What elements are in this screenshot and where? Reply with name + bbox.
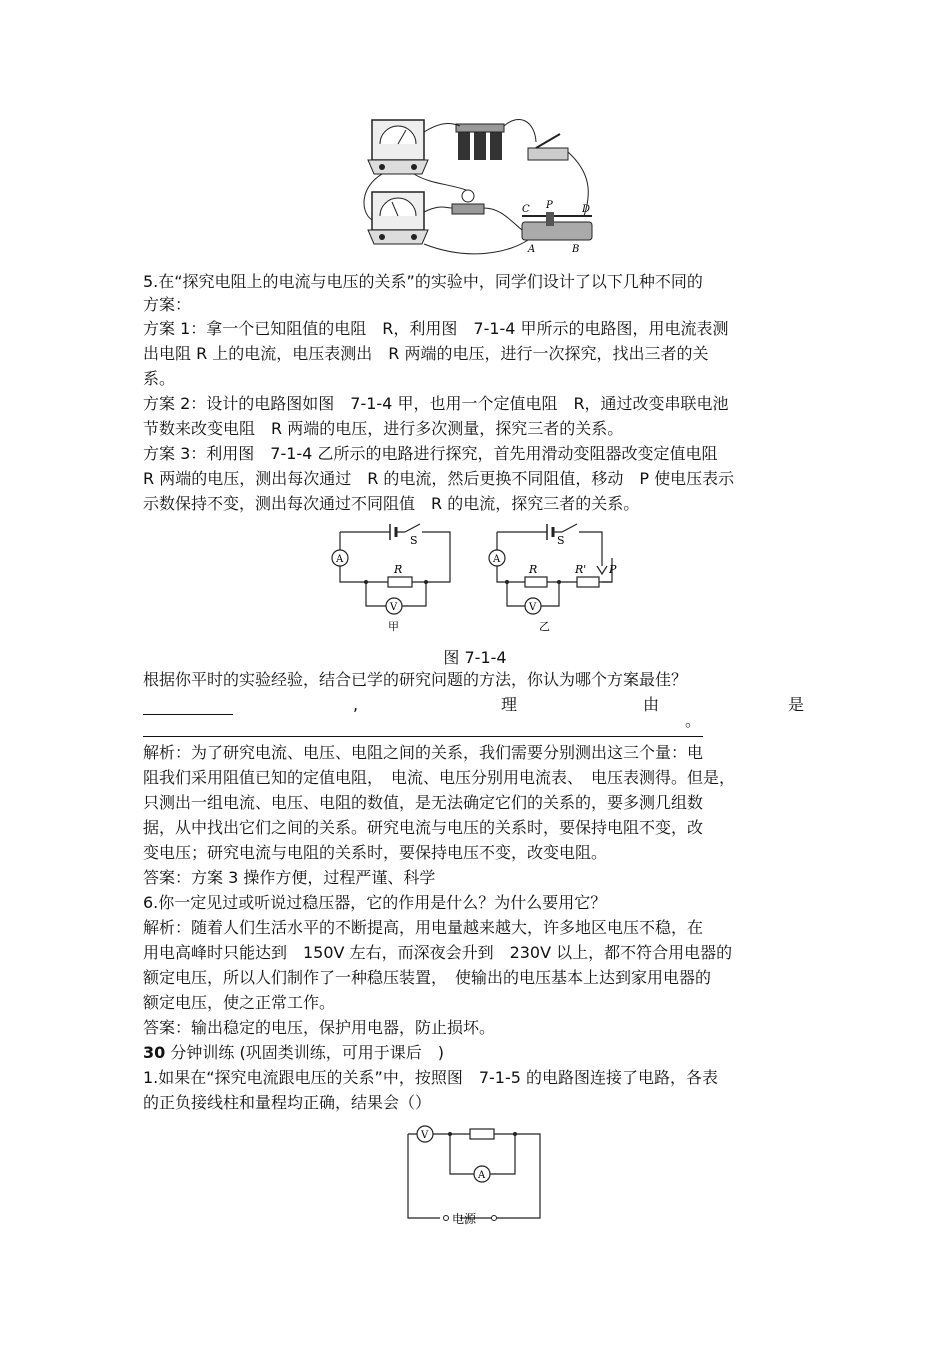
q5-question: 根据你平时的实验经验，结合已学的研究问题的方法，你认为哪个方案最佳？: [143, 670, 688, 689]
rheostat-label-rprime: R': [575, 563, 587, 576]
q5-line-10: 示数保持不变，测出每次通过不同阻值 R 的电流，探究三者的关系。: [143, 494, 640, 513]
q5-line-9: R 两端的电压，测出每次通过 R 的电流，然后更换不同阻值，移动 P 使电压表示: [143, 469, 735, 488]
section-heading: [143, 1042, 444, 1064]
switch-label-s-jia: S: [410, 534, 418, 547]
q6-line-2: 解析：随着人们生活水平的不断提高，用电量越来越大，许多地区电压不稳，在: [143, 918, 704, 937]
q5-line-6: 方案 2：设计的电路图如图 7-1-4 甲，也用一个定值电阻 R，通过改变串联电池: [143, 394, 729, 413]
rheostat-label-b: B: [572, 244, 580, 255]
circuit-diagram-yi: [487, 518, 627, 638]
rheostat-label-p: P: [546, 200, 553, 211]
reason-end-mark: 。: [685, 711, 702, 730]
experiment-apparatus-figure: [360, 112, 595, 272]
ammeter-label-jia: A: [336, 554, 344, 565]
q5-line-2: 方案：: [143, 295, 192, 314]
q5-line-3: 方案 1：拿一个已知阻值的电阻 R，利用图 7-1-4 甲所示的电路图，用电流表测: [143, 319, 729, 338]
diagram-label-yi: 乙: [539, 620, 550, 633]
resistor-label-r-jia: R: [394, 563, 403, 576]
q5-answer: 答案：方案 3 操作方便，过程严谨、科学: [143, 868, 436, 887]
rheostat-label-a: A: [528, 244, 536, 255]
q6-line-1: 6.你一定见过或听说过稳压器，它的作用是什么？为什么要用它？: [143, 893, 607, 912]
q6-line-3: 用电高峰时只能达到 150V 左右，而深夜会升到 230V 以上，都不符合用电器的: [143, 943, 733, 962]
circuit-diagram-jia: [330, 518, 460, 638]
q6-line-4: 额定电压，所以人们制作了一种稳压装置， 使输出的电压基本上达到家用电器的: [143, 968, 712, 987]
ammeter-label-yi: A: [493, 554, 501, 565]
figure-caption: 图 7-1-4: [443, 648, 507, 667]
q5-analysis-3: 只测出一组电流、电压、电阻的数值，是无法确定它们的关系的，要多测几组数: [143, 793, 704, 812]
circuit-diagram-7-1-5: [400, 1122, 550, 1232]
diagram-label-jia: 甲: [388, 620, 399, 633]
rheostat-label-c: C: [522, 204, 530, 215]
q5-analysis-2: 阻我们采用阻值已知的定值电阻， 电流、电压分别用电流表、 电压表测得。但是，: [143, 768, 736, 787]
blank-word-li: 理: [501, 695, 518, 714]
resistor-label-r-yi: R: [529, 563, 538, 576]
q5-analysis-4: 据，从中找出它们之间的关系。研究电流与电压的关系时，要保持电阻不变，改: [143, 818, 704, 837]
switch-label-s-yi: S: [557, 534, 565, 547]
answer-blank-1[interactable]: [143, 714, 233, 715]
power-source-label: 电源: [452, 1212, 477, 1226]
q6-answer: 答案：输出稳定的电压，保护用电器，防止损坏。: [143, 1018, 496, 1037]
q5-line-5: 系。: [143, 369, 176, 388]
voltmeter-label-715: V: [421, 1130, 429, 1141]
section-number: 30: [143, 1043, 166, 1062]
q6-line-5: 额定电压，使之正常工作。: [143, 993, 336, 1012]
q5-analysis-5: 变电压；研究电流与电阻的关系时，要保持电压不变，改变电阻。: [143, 843, 608, 862]
q5-line-1: 5.在“探究电阻上的电流与电压的关系”的实验中，同学们设计了以下几种不同的: [143, 272, 703, 291]
slider-label-p: P: [609, 563, 617, 576]
section-title: 分钟训练 (巩固类训练，可用于课后 ): [170, 1043, 444, 1062]
q5-line-4: 出电阻 R 上的电流，电压表测出 R 两端的电压，进行一次探究，找出三者的关: [143, 344, 709, 363]
voltmeter-label-jia: V: [390, 602, 398, 613]
q1-line-2: 的正负接线柱和量程均正确，结果会（）: [143, 1093, 432, 1112]
rheostat-label-d: D: [582, 204, 591, 215]
reason-blank[interactable]: [143, 736, 703, 737]
blank-word-comma: ,: [353, 695, 359, 714]
q5-line-7: 节数来改变电阻 R 两端的电压，进行多次测量，探究三者的关系。: [143, 419, 624, 438]
blank-word-you: 由: [643, 695, 660, 714]
blank-word-shi: 是: [788, 695, 805, 714]
q1-line-1: 1.如果在“探究电流跟电压的关系”中，按照图 7-1-5 的电路图连接了电路，各表: [143, 1068, 719, 1087]
q5-line-8: 方案 3：利用图 7-1-4 乙所示的电路进行探究，首先用滑动变阻器改变定值电阻: [143, 444, 718, 463]
q5-analysis-1: 解析：为了研究电流、电压、电阻之间的关系，我们需要分别测出这三个量：电: [143, 743, 704, 762]
voltmeter-label-yi: V: [529, 602, 537, 613]
ammeter-label-715: A: [478, 1170, 486, 1181]
